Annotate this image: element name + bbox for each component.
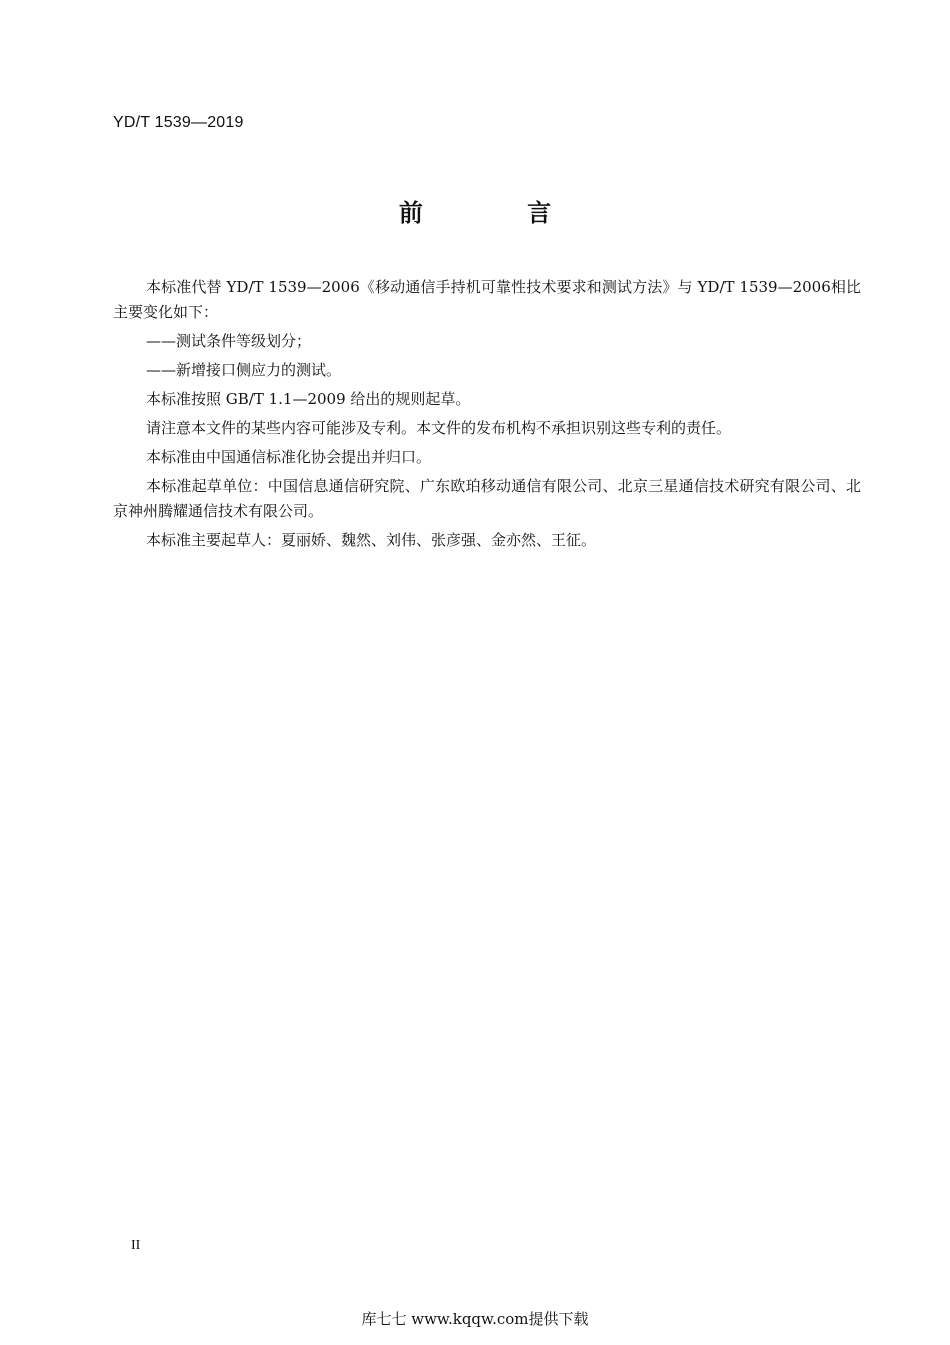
paragraph-drafters: 本标准主要起草人：夏丽娇、魏然、刘伟、张彦强、金亦然、王征。	[146, 531, 597, 549]
paragraph-patent-notice: 请注意本文件的某些内容可能涉及专利。本文件的发布机构不承担识别这些专利的责任。	[146, 419, 732, 437]
paragraph-change-2: ——新增接口侧应力的测试。	[146, 361, 342, 379]
page-title: 前 言	[398, 199, 600, 227]
paragraph-drafting-rules: 本标准按照 GB/T 1.1—2009 给出的规则起草。	[146, 390, 471, 408]
foreword-body	[113, 275, 861, 557]
paragraph-change-1: ——测试条件等级划分；	[146, 332, 312, 350]
paragraph-drafting-units: 本标准起草单位：中国信息通信研究院、广东欧珀移动通信有限公司、北京三星通信技术研究有限公司、北京神州腾耀通信技术有限公司。	[113, 477, 861, 520]
paragraph-proposer: 本标准由中国通信标准化协会提出并归口。	[146, 448, 432, 466]
page-number: II	[131, 1238, 141, 1253]
paragraph-replacement: 本标准代替 YD/T 1539—2006《移动通信手持机可靠性技术要求和测试方法》与 YD/T 1539—2006相比主要变化如下：	[113, 278, 861, 321]
standard-code: YD/T 1539—2019	[113, 114, 244, 131]
footer-download-notice: 库七七 www.kqqw.com提供下载	[361, 1310, 589, 1328]
